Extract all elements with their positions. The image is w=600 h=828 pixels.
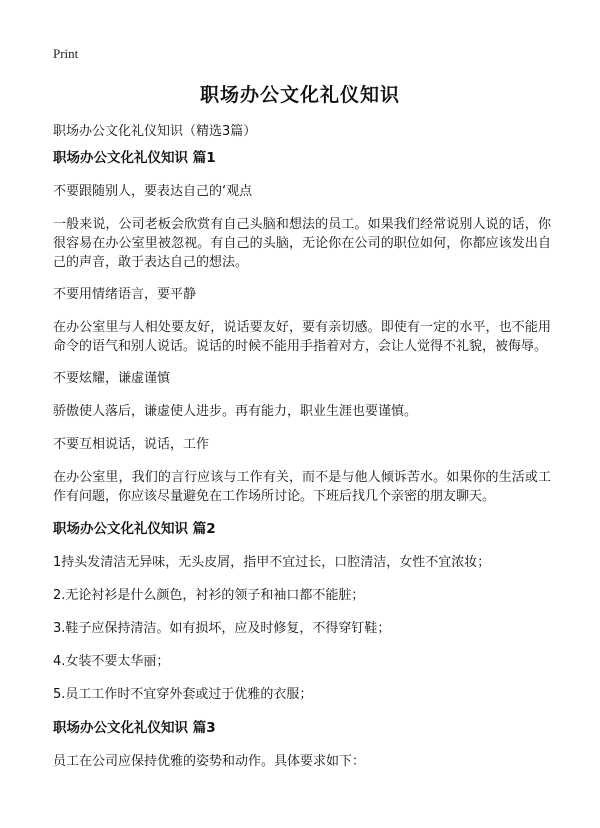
paragraph: 一般来说，公司老板会欣赏有自己头脑和想法的员工。如果我们经常说别人说的话，你很容易在办公室里被忽视。有自己的头脑，无论你在公司的职位如何，你都应该发出自己的声音，敢于表达自己的想法。 [53, 217, 551, 270]
paragraph: 不要炫耀，谦虚谨慎 [53, 371, 171, 386]
section-heading-3: 职场办公文化礼仪知识 篇3 [53, 720, 216, 736]
document-body [53, 148, 551, 785]
list-item: 3.鞋子应保持清洁。如有损坏，应及时修复，不得穿钉鞋； [53, 621, 391, 636]
paragraph: 骄傲使人落后，谦虚使人进步。再有能力，职业生涯也要谨慎。 [53, 404, 418, 419]
paragraph: 不要用情绪语言，要平静 [53, 287, 197, 302]
paragraph: 在办公室里，我们的言行应该与工作有关，而不是与他人倾诉苦水。如果你的生活或工作有问题，你应该尽量避免在工作场所讨论。下班后找几个亲密的朋友聊天。 [53, 470, 551, 504]
list-item: 1持头发清洁无异味，无头皮屑，指甲不宜过长，口腔清洁，女性不宜浓妆； [53, 555, 491, 570]
list-item: 5.员工工作时不宜穿外套或过于优雅的衣服； [53, 687, 313, 702]
paragraph: 不要跟随别人，要表达自己的‘观点 [53, 184, 253, 199]
section-heading-2: 职场办公文化礼仪知识 篇2 [53, 521, 216, 537]
section-heading-1: 职场办公文化礼仪知识 篇1 [53, 150, 216, 166]
list-item: 4.女装不要太华丽； [53, 654, 170, 669]
paragraph: 在办公室里与人相处要友好，说话要友好，要有亲切感。即使有一定的水平，也不能用命令的语气和别人说话。说话的时候不能用手指着对方，会让人觉得不礼貌，被侮辱。 [53, 320, 551, 354]
document-subtitle: 职场办公文化礼仪知识（精选3篇） [53, 124, 257, 139]
document-title: 职场办公文化礼仪知识 [199, 84, 400, 106]
print-link[interactable]: Print [53, 46, 79, 61]
list-item: 2.无论衬衫是什么颜色，衬衫的领子和袖口都不能脏； [53, 588, 365, 603]
paragraph: 不要互相说话，说话，工作 [53, 437, 210, 452]
paragraph: 员工在公司应保持优雅的姿势和动作。具体要求如下： [53, 754, 366, 769]
